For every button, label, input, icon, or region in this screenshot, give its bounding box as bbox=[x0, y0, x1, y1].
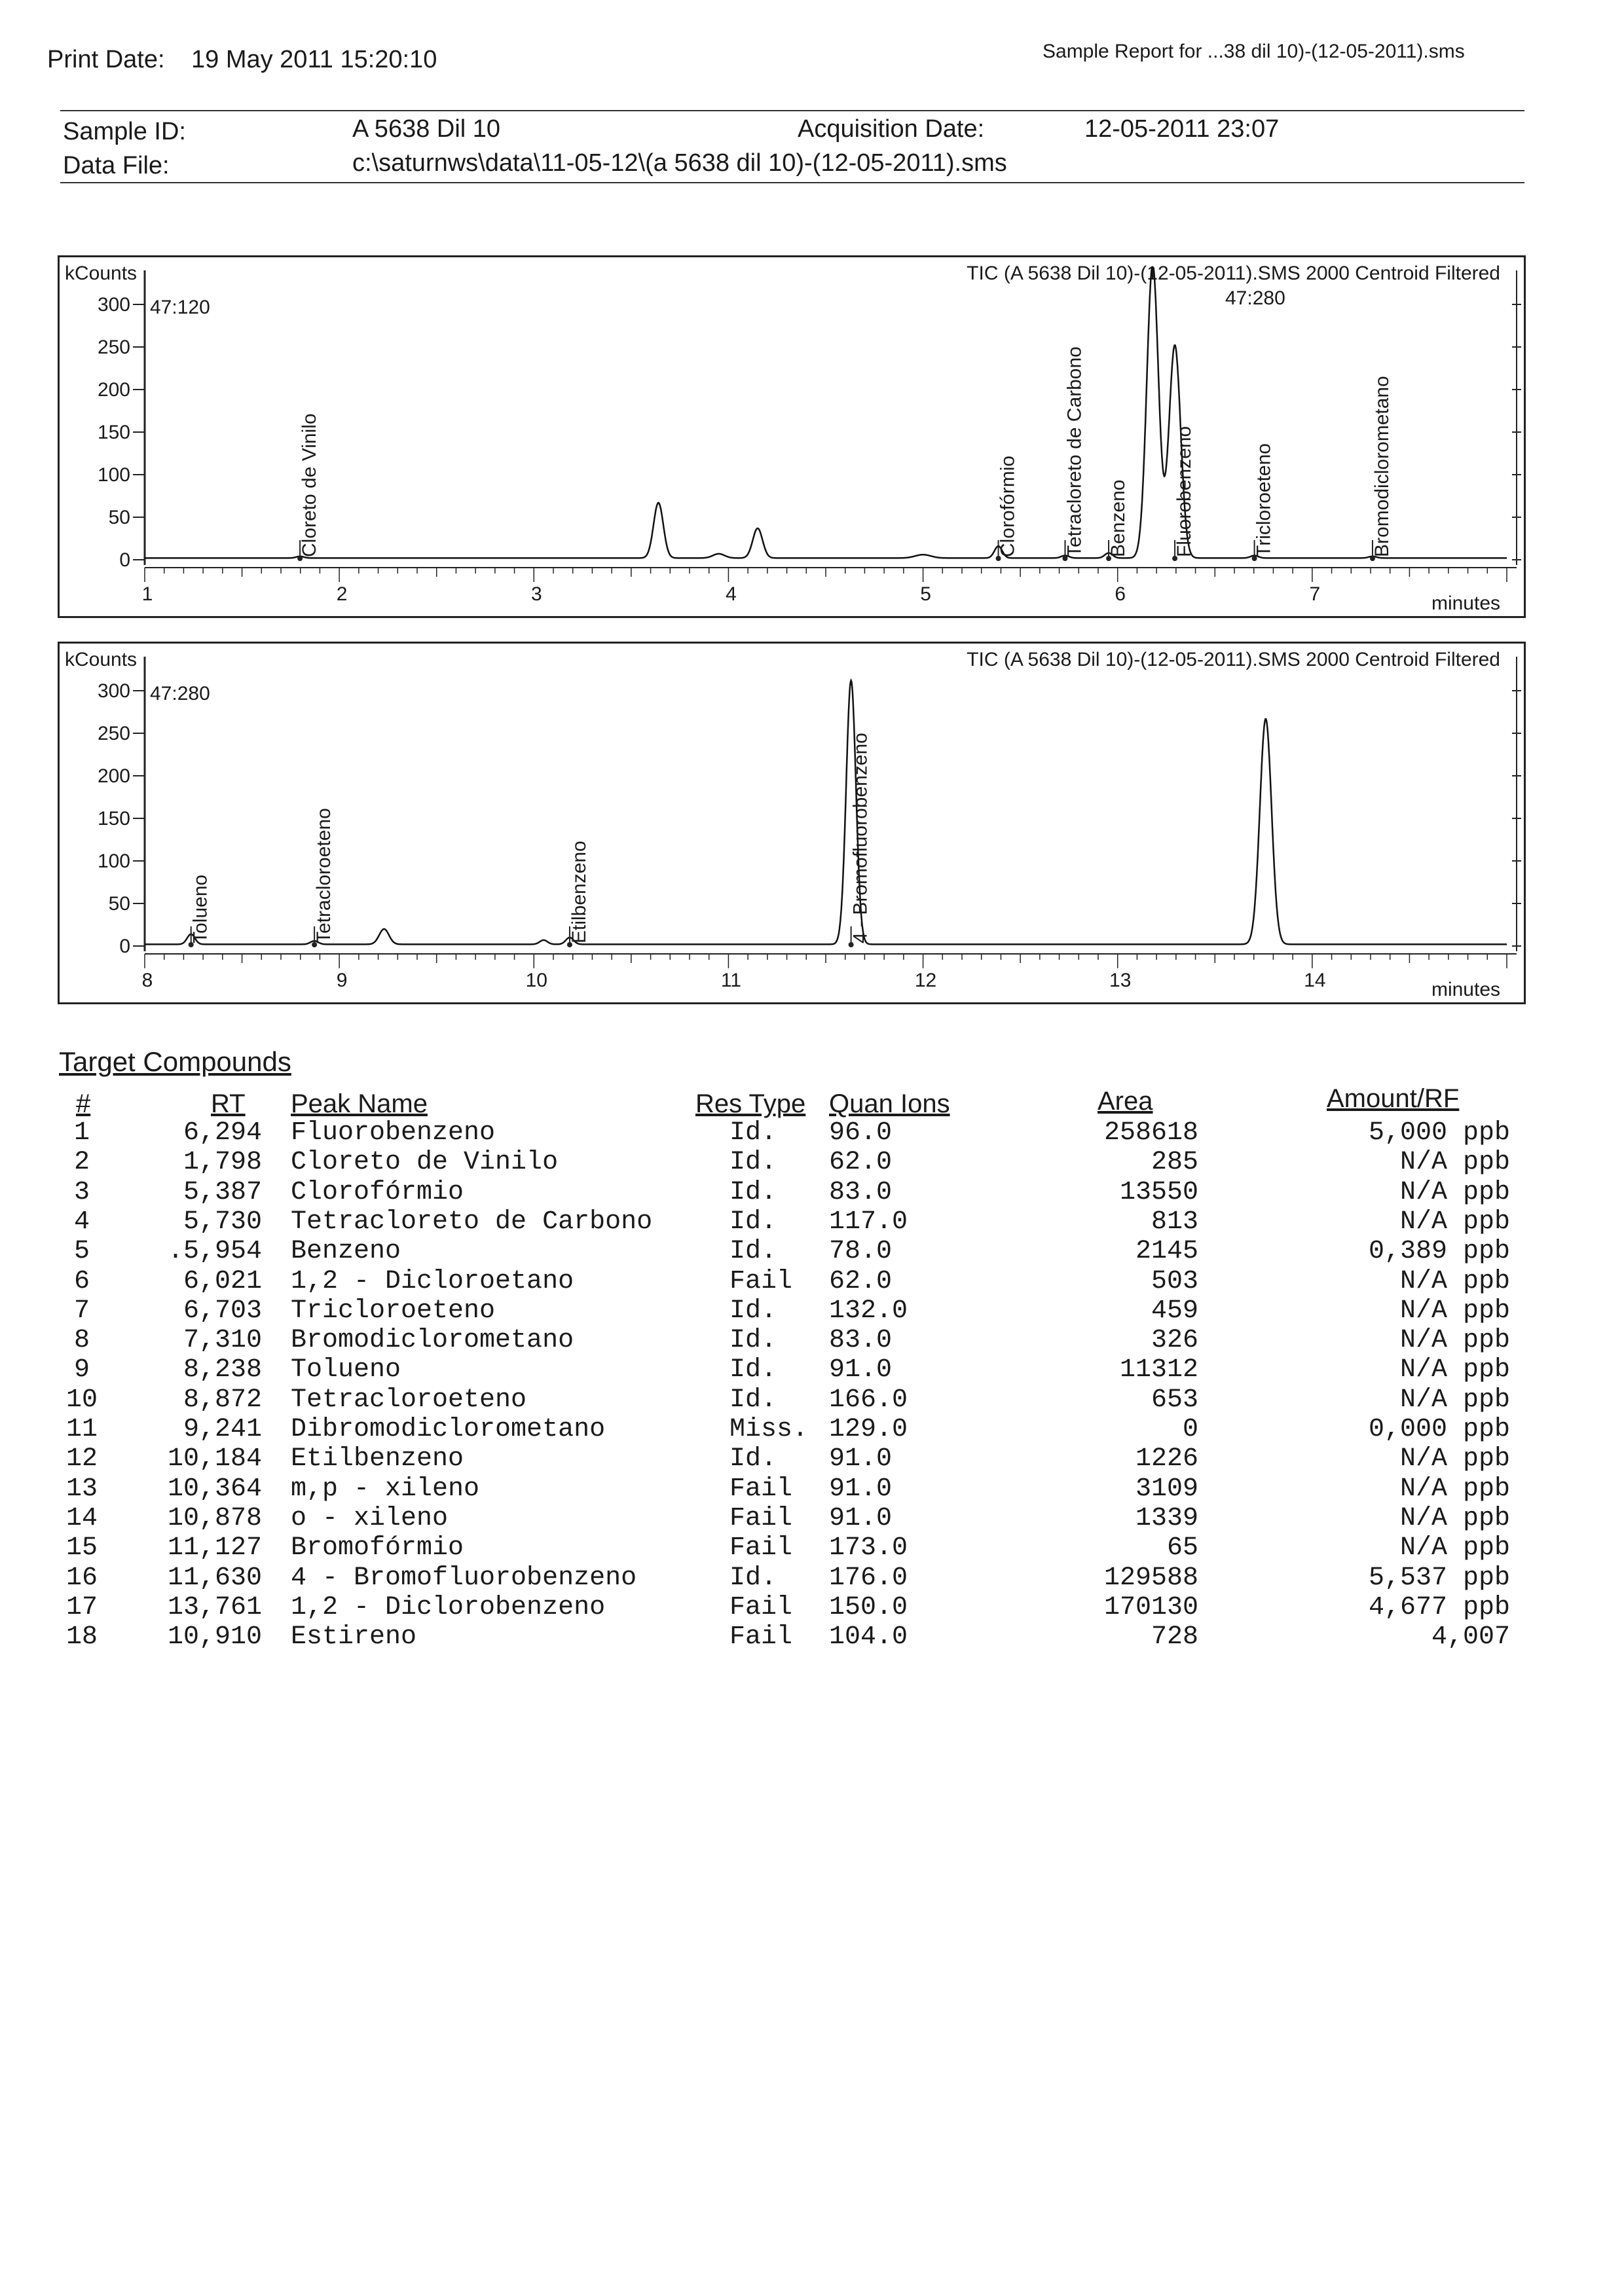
cell-area: 129588 bbox=[1103, 1563, 1198, 1593]
cell-num: 12 bbox=[65, 1444, 98, 1474]
cell-num: 3 bbox=[73, 1177, 90, 1207]
cell-area: 170130 bbox=[1103, 1592, 1198, 1622]
cell-rt: 10,184 bbox=[167, 1444, 262, 1474]
peak-annotation-label: Benzeno bbox=[1107, 479, 1130, 557]
cell-quan-ions: 62.0 bbox=[829, 1266, 893, 1296]
cell-rt: 6,294 bbox=[183, 1118, 262, 1148]
peak-annotation-label: Tetracloreto de Carbono bbox=[1063, 346, 1086, 557]
cell-peak-name: Fluorobenzeno bbox=[291, 1118, 496, 1148]
y-tick-label: 50 bbox=[108, 893, 130, 915]
chromatogram-1 bbox=[60, 257, 1524, 616]
col-header-num: # bbox=[76, 1089, 91, 1118]
acquisition-date-label: Acquisition Date: bbox=[798, 115, 985, 143]
y-tick-label: 200 bbox=[97, 379, 130, 401]
cell-amount: 0,389 ppb bbox=[1368, 1237, 1510, 1267]
cell-quan-ions: 78.0 bbox=[829, 1237, 893, 1267]
cell-quan-ions: 166.0 bbox=[829, 1385, 908, 1415]
cell-peak-name: Tricloroeteno bbox=[291, 1296, 496, 1326]
cell-amount: N/A ppb bbox=[1399, 1207, 1510, 1237]
cell-rt: 6,703 bbox=[183, 1296, 262, 1326]
y-tick-label: 100 bbox=[97, 464, 130, 486]
cell-num: 16 bbox=[65, 1563, 98, 1593]
cell-num: 15 bbox=[65, 1533, 98, 1563]
acquisition-date-value: 12-05-2011 23:07 bbox=[1084, 115, 1280, 143]
x-tick-label: 11 bbox=[720, 970, 742, 991]
cell-num: 9 bbox=[73, 1355, 90, 1385]
data-file-value: c:\saturnws\data\11-05-12\(a 5638 dil 10)-(12-05-2011).sms bbox=[352, 149, 1007, 177]
cell-amount: N/A ppb bbox=[1399, 1385, 1510, 1415]
cell-num: 4 bbox=[73, 1207, 90, 1237]
cell-peak-name: Etilbenzeno bbox=[291, 1444, 464, 1474]
chromatogram-panel-1 bbox=[58, 255, 1526, 618]
col-header-amount: Amount/RF bbox=[1327, 1084, 1460, 1113]
cell-quan-ions: 83.0 bbox=[829, 1177, 893, 1207]
y-tick-label: 300 bbox=[97, 680, 130, 702]
y-tick-label: 100 bbox=[97, 850, 130, 872]
peak-annotation-label: Bromodiclorometano bbox=[1371, 376, 1393, 557]
cell-res-type: Fail bbox=[729, 1474, 793, 1504]
cell-area: 2145 bbox=[1135, 1237, 1198, 1267]
cell-rt: 10,910 bbox=[167, 1622, 262, 1652]
cell-peak-name: Tolueno bbox=[291, 1355, 401, 1385]
cell-rt: .5,954 bbox=[167, 1237, 262, 1267]
chromatogram-panel-2 bbox=[58, 642, 1526, 1004]
cell-num: 5 bbox=[73, 1237, 90, 1267]
cell-num: 8 bbox=[73, 1326, 90, 1356]
cell-rt: 1,798 bbox=[183, 1148, 262, 1178]
y-tick-label: 150 bbox=[97, 808, 130, 829]
x-axis-label: minutes bbox=[1431, 979, 1500, 1000]
scan-label-right: 47:280 bbox=[1225, 287, 1285, 309]
cell-rt: 13,761 bbox=[167, 1592, 262, 1622]
cell-area: 326 bbox=[1151, 1326, 1198, 1356]
cell-res-type: Id. bbox=[729, 1563, 777, 1593]
cell-area: 65 bbox=[1166, 1533, 1198, 1563]
cell-num: 11 bbox=[65, 1415, 98, 1444]
cell-area: 503 bbox=[1151, 1266, 1198, 1296]
cell-quan-ions: 91.0 bbox=[829, 1503, 893, 1533]
cell-amount: N/A ppb bbox=[1399, 1266, 1510, 1296]
y-tick-label: 200 bbox=[97, 765, 130, 787]
cell-res-type: Fail bbox=[729, 1622, 793, 1652]
cell-rt: 10,878 bbox=[167, 1503, 262, 1533]
cell-amount: N/A ppb bbox=[1399, 1148, 1510, 1178]
cell-peak-name: Cloreto de Vinilo bbox=[291, 1148, 559, 1178]
x-tick-label: 10 bbox=[525, 970, 547, 991]
cell-amount: N/A ppb bbox=[1399, 1503, 1510, 1533]
cell-rt: 8,872 bbox=[183, 1385, 262, 1415]
x-tick-label: 7 bbox=[1309, 583, 1321, 605]
peak-annotation-label: 4 - Bromofluorobenzeno bbox=[849, 733, 872, 943]
cell-res-type: Fail bbox=[729, 1533, 793, 1563]
col-header-quan-ions: Quan Ions bbox=[829, 1089, 950, 1118]
cell-rt: 11,127 bbox=[167, 1533, 262, 1563]
cell-res-type: Id. bbox=[729, 1177, 777, 1207]
peak-annotation-label: Tricloroeteno bbox=[1253, 443, 1275, 557]
sample-id-label: Sample ID: bbox=[63, 118, 186, 145]
cell-num: 7 bbox=[73, 1296, 90, 1326]
cell-amount: 4,677 ppb bbox=[1368, 1592, 1510, 1622]
y-tick-label: 250 bbox=[97, 723, 130, 744]
cell-num: 1 bbox=[73, 1118, 90, 1148]
cell-res-type: Id. bbox=[729, 1237, 777, 1267]
cell-res-type: Fail bbox=[729, 1592, 793, 1622]
chart-title: TIC (A 5638 Dil 10)-(12-05-2011).SMS 2000 Centroid Filtered bbox=[967, 649, 1500, 670]
cell-area: 0 bbox=[1182, 1415, 1198, 1444]
cell-quan-ions: 104.0 bbox=[829, 1622, 908, 1652]
cell-peak-name: 4 - Bromofluorobenzeno bbox=[291, 1563, 637, 1593]
cell-rt: 8,238 bbox=[183, 1355, 262, 1385]
cell-rt: 11,630 bbox=[167, 1563, 262, 1593]
print-date-label: Print Date: bbox=[47, 46, 165, 73]
x-tick-label: 13 bbox=[1109, 970, 1132, 991]
sample-id-value: A 5638 Dil 10 bbox=[352, 115, 501, 143]
y-axis-label: kCounts bbox=[65, 263, 138, 284]
cell-amount: N/A ppb bbox=[1399, 1355, 1510, 1385]
cell-peak-name: 1,2 - Diclorobenzeno bbox=[291, 1592, 606, 1622]
cell-amount: 5,537 ppb bbox=[1368, 1563, 1510, 1593]
cell-quan-ions: 83.0 bbox=[829, 1326, 893, 1356]
cell-num: 2 bbox=[73, 1148, 90, 1178]
cell-num: 17 bbox=[65, 1592, 98, 1622]
cell-peak-name: 1,2 - Dicloroetano bbox=[291, 1266, 574, 1296]
cell-rt: 7,310 bbox=[183, 1326, 262, 1356]
x-tick-label: 5 bbox=[920, 583, 931, 605]
cell-amount: 5,000 ppb bbox=[1368, 1118, 1510, 1148]
cell-area: 728 bbox=[1151, 1622, 1198, 1652]
scan-label-left: 47:280 bbox=[150, 683, 210, 704]
x-tick-label: 2 bbox=[336, 583, 348, 605]
x-tick-label: 3 bbox=[530, 583, 542, 605]
cell-res-type: Id. bbox=[729, 1326, 777, 1356]
cell-area: 11312 bbox=[1119, 1355, 1198, 1385]
x-tick-label: 14 bbox=[1304, 970, 1326, 991]
cell-res-type: Id. bbox=[729, 1118, 777, 1148]
x-tick-label: 6 bbox=[1115, 583, 1126, 605]
peak-annotation-label: Fluorobenzeno bbox=[1173, 426, 1196, 557]
cell-rt: 5,387 bbox=[183, 1177, 262, 1207]
target-compounds-title: Target Compounds bbox=[59, 1046, 291, 1077]
cell-rt: 10,364 bbox=[167, 1474, 262, 1504]
cell-peak-name: o - xileno bbox=[291, 1503, 449, 1533]
cell-res-type: Id. bbox=[729, 1207, 777, 1237]
col-header-res-type: Res Type bbox=[695, 1089, 806, 1118]
cell-amount: N/A ppb bbox=[1399, 1177, 1510, 1207]
cell-area: 813 bbox=[1151, 1207, 1198, 1237]
cell-quan-ions: 91.0 bbox=[829, 1444, 893, 1474]
cell-amount: N/A ppb bbox=[1399, 1296, 1510, 1326]
peak-annotation-label: Cloreto de Vinilo bbox=[299, 413, 321, 557]
cell-res-type: Fail bbox=[729, 1266, 793, 1296]
peak-annotation-label: Etilbenzeno bbox=[568, 841, 590, 943]
scan-label-left: 47:120 bbox=[150, 297, 210, 318]
x-tick-label: 1 bbox=[141, 583, 153, 605]
cell-peak-name: Benzeno bbox=[291, 1237, 401, 1267]
cell-quan-ions: 176.0 bbox=[829, 1563, 908, 1593]
cell-quan-ions: 173.0 bbox=[829, 1533, 908, 1563]
x-tick-label: 9 bbox=[336, 970, 348, 991]
peak-annotation-label: Clorofórmio bbox=[997, 455, 1019, 557]
cell-amount: 4,007 bbox=[1431, 1622, 1510, 1652]
col-header-area: Area bbox=[1098, 1087, 1153, 1116]
cell-peak-name: Estireno bbox=[291, 1622, 417, 1652]
cell-peak-name: Bromodiclorometano bbox=[291, 1326, 574, 1356]
tic-trace bbox=[145, 680, 1507, 944]
cell-amount: N/A ppb bbox=[1399, 1474, 1510, 1504]
cell-rt: 5,730 bbox=[183, 1207, 262, 1237]
cell-area: 1226 bbox=[1135, 1444, 1198, 1474]
cell-area: 653 bbox=[1151, 1385, 1198, 1415]
cell-quan-ions: 91.0 bbox=[829, 1474, 893, 1504]
print-date: 19 May 2011 15:20:10 bbox=[191, 46, 437, 73]
tic-trace bbox=[145, 268, 1507, 558]
peak-annotation-label: Tetracloroeteno bbox=[313, 808, 335, 943]
y-tick-label: 0 bbox=[119, 936, 130, 957]
cell-area: 258618 bbox=[1103, 1118, 1198, 1148]
cell-res-type: Id. bbox=[729, 1385, 777, 1415]
cell-quan-ions: 117.0 bbox=[829, 1207, 908, 1237]
cell-quan-ions: 91.0 bbox=[829, 1355, 893, 1385]
col-header-rt: RT bbox=[211, 1089, 246, 1118]
chart-title: TIC (A 5638 Dil 10)-(12-05-2011).SMS 2000 Centroid Filtered bbox=[967, 263, 1500, 284]
cell-peak-name: m,p - xileno bbox=[291, 1474, 480, 1504]
cell-quan-ions: 129.0 bbox=[829, 1415, 908, 1444]
cell-peak-name: Bromofórmio bbox=[291, 1533, 464, 1563]
cell-res-type: Fail bbox=[729, 1503, 793, 1533]
cell-num: 13 bbox=[65, 1474, 98, 1504]
cell-res-type: Id. bbox=[729, 1148, 777, 1178]
header-rule-top bbox=[60, 110, 1524, 111]
cell-amount: N/A ppb bbox=[1399, 1444, 1510, 1474]
y-axis-label: kCounts bbox=[65, 649, 138, 670]
x-axis-label: minutes bbox=[1431, 592, 1500, 614]
data-file-label: Data File: bbox=[63, 152, 170, 179]
cell-amount: N/A ppb bbox=[1399, 1326, 1510, 1356]
chromatogram-2 bbox=[60, 644, 1524, 1002]
cell-num: 10 bbox=[65, 1385, 98, 1415]
peak-annotation-label: Tolueno bbox=[189, 874, 212, 943]
cell-area: 1339 bbox=[1135, 1503, 1198, 1533]
x-tick-label: 12 bbox=[914, 970, 937, 991]
cell-quan-ions: 62.0 bbox=[829, 1148, 893, 1178]
cell-num: 18 bbox=[65, 1622, 98, 1652]
cell-peak-name: Tetracloroeteno bbox=[291, 1385, 527, 1415]
y-tick-label: 250 bbox=[97, 337, 130, 358]
cell-peak-name: Tetracloreto de Carbono bbox=[291, 1207, 653, 1237]
cell-amount: 0,000 ppb bbox=[1368, 1415, 1510, 1444]
x-tick-label: 4 bbox=[726, 583, 737, 605]
cell-quan-ions: 96.0 bbox=[829, 1118, 893, 1148]
cell-peak-name: Dibromodiclorometano bbox=[291, 1415, 606, 1444]
cell-res-type: Id. bbox=[729, 1296, 777, 1326]
cell-rt: 6,021 bbox=[183, 1266, 262, 1296]
cell-rt: 9,241 bbox=[183, 1415, 262, 1444]
cell-area: 459 bbox=[1151, 1296, 1198, 1326]
y-tick-label: 300 bbox=[97, 294, 130, 316]
y-tick-label: 50 bbox=[108, 507, 130, 528]
cell-area: 285 bbox=[1151, 1148, 1198, 1178]
y-tick-label: 150 bbox=[97, 422, 130, 443]
cell-quan-ions: 150.0 bbox=[829, 1592, 908, 1622]
cell-res-type: Id. bbox=[729, 1355, 777, 1385]
cell-amount: N/A ppb bbox=[1399, 1533, 1510, 1563]
col-header-peak-name: Peak Name bbox=[291, 1089, 428, 1118]
y-tick-label: 0 bbox=[119, 549, 130, 571]
cell-num: 6 bbox=[73, 1266, 90, 1296]
cell-num: 14 bbox=[65, 1503, 98, 1533]
x-tick-label: 8 bbox=[141, 970, 153, 991]
cell-quan-ions: 132.0 bbox=[829, 1296, 908, 1326]
cell-res-type: Id. bbox=[729, 1444, 777, 1474]
cell-area: 3109 bbox=[1135, 1474, 1198, 1504]
cell-area: 13550 bbox=[1119, 1177, 1198, 1207]
cell-res-type: Miss. bbox=[729, 1415, 809, 1444]
report-title: Sample Report for ...38 dil 10)-(12-05-2011).sms bbox=[1043, 41, 1465, 62]
header-rule-bottom bbox=[60, 182, 1524, 183]
cell-peak-name: Clorofórmio bbox=[291, 1177, 464, 1207]
